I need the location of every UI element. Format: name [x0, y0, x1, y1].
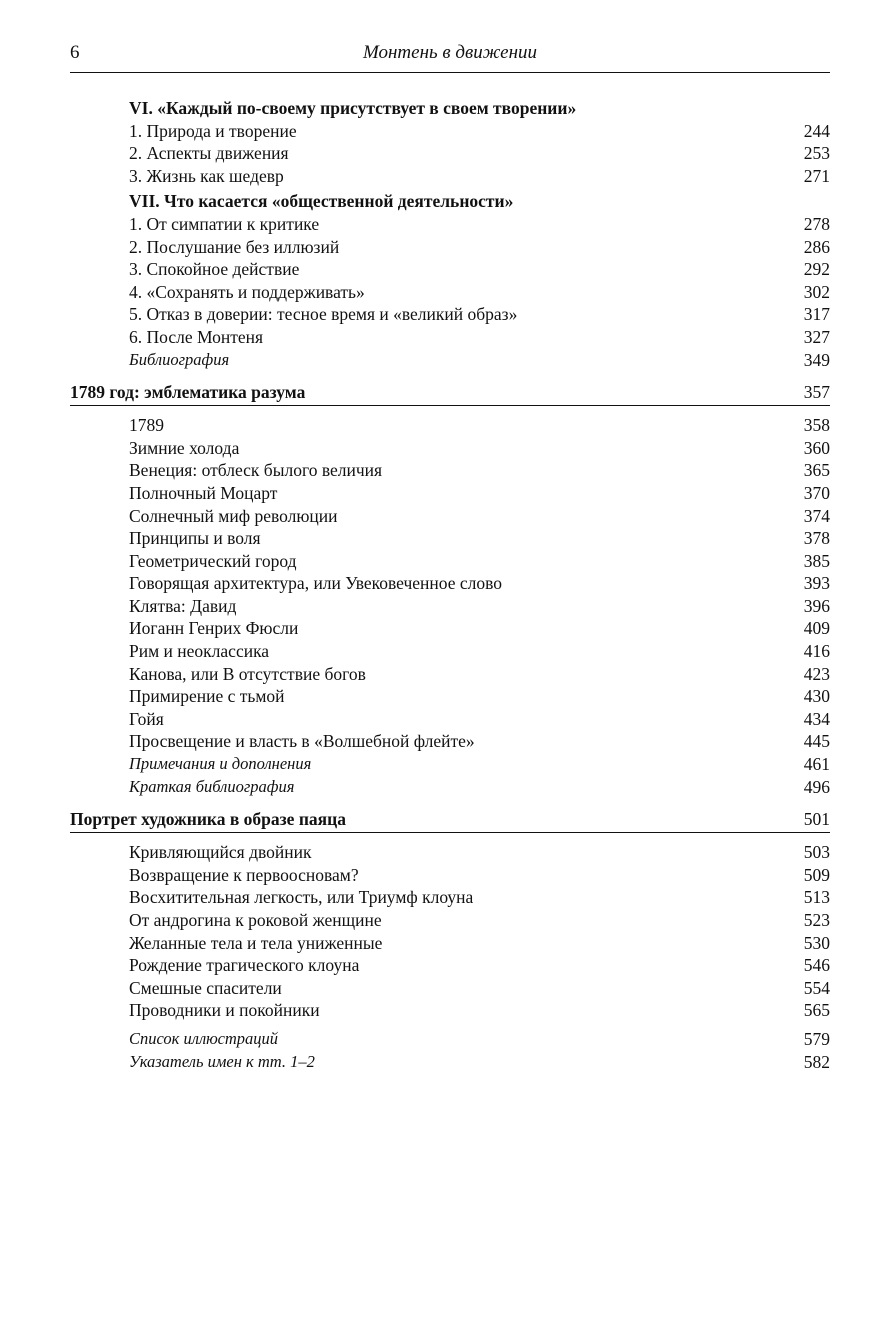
entry-title: Рим и неоклассика — [129, 641, 270, 662]
toc-entry — [70, 864, 830, 887]
toc-bibliography — [70, 776, 830, 799]
entry-title: Смешные спасители — [129, 977, 282, 998]
entry-title: Говорящая архитектура, или Увековеченное слово — [129, 573, 503, 594]
entry-page: 409 — [803, 618, 830, 639]
entry-title: Указатель имен к тт. 1–2 — [129, 1051, 315, 1071]
entry-title: Гойя — [129, 708, 164, 729]
entry-page: 393 — [803, 573, 830, 594]
entry-title: Желанные тела и тела униженные — [129, 932, 383, 953]
toc-entry — [70, 120, 830, 143]
entry-page: 496 — [803, 776, 830, 797]
entry-page: 423 — [803, 663, 830, 684]
entry-page: 434 — [803, 708, 830, 729]
toc-entry — [70, 886, 830, 909]
entry-page: 513 — [803, 887, 830, 908]
entry-title: Солнечный миф революции — [129, 505, 338, 526]
toc-entry — [70, 685, 830, 708]
section-title: Портрет художника в образе паяца — [70, 809, 346, 830]
toc-entry — [70, 258, 830, 281]
entry-page: 370 — [803, 482, 830, 503]
entry-page: 374 — [803, 505, 830, 526]
toc-entry — [70, 303, 830, 326]
entry-page: 579 — [803, 1028, 830, 1049]
entry-title: 1. От симпатии к критике — [129, 213, 320, 234]
entry-page: 378 — [803, 528, 830, 549]
entry-page: 530 — [803, 932, 830, 953]
entry-title: От андрогина к роковой женщине — [129, 910, 382, 930]
toc-entry — [70, 841, 830, 864]
table-of-contents — [70, 94, 830, 1073]
section-page: 357 — [803, 382, 830, 403]
entry-page: 565 — [803, 1000, 830, 1021]
entry-page: 360 — [803, 437, 830, 458]
page-number: 6 — [70, 42, 80, 63]
toc-section-heading — [70, 806, 830, 833]
entry-page: 509 — [803, 864, 830, 885]
entry-title: Список иллюстраций — [129, 1028, 279, 1048]
toc-entry — [70, 213, 830, 236]
toc-section-heading — [70, 379, 830, 406]
entry-page: 358 — [803, 415, 830, 436]
entry-page: 292 — [803, 259, 830, 280]
entry-title: Примирение с тьмой — [129, 686, 285, 707]
toc-entry — [70, 281, 830, 304]
toc-entry — [70, 459, 830, 482]
entry-page: 244 — [803, 120, 830, 141]
entry-page: 416 — [803, 641, 830, 662]
entry-page: 430 — [803, 686, 830, 707]
entry-page: 253 — [803, 143, 830, 164]
entry-title: 2. Аспекты движения — [129, 143, 289, 164]
toc-entry — [70, 595, 830, 618]
entry-page: 349 — [803, 349, 830, 370]
entry-page: 523 — [803, 910, 830, 930]
entry-title: Краткая библиография — [129, 776, 295, 796]
entry-title: 3. Спокойное действие — [129, 259, 300, 280]
entry-page: 582 — [803, 1051, 830, 1072]
entry-title: Геометрический город — [129, 550, 297, 571]
toc-entry — [70, 142, 830, 165]
entry-title: Библиография — [129, 349, 230, 369]
entry-page: 503 — [803, 842, 830, 863]
toc-entry — [70, 977, 830, 1000]
entry-title: Иоганн Генрих Фюсли — [129, 618, 299, 639]
chapter-heading-text: VI. «Каждый по-своему присутствует в своем творении» — [129, 98, 577, 118]
entry-title: Возвращение к первоосновам? — [129, 864, 359, 885]
entry-title: 3. Жизнь как шедевр — [129, 165, 284, 186]
toc-notes — [70, 753, 830, 776]
toc-entry — [70, 326, 830, 349]
toc-name-index — [70, 1051, 830, 1074]
running-title: Монтень в движении — [362, 42, 538, 63]
toc-entry — [70, 617, 830, 640]
entry-title: Кривляющийся двойник — [129, 842, 312, 863]
entry-title: Рождение трагического клоуна — [129, 955, 360, 976]
chapter-heading-text: VII. Что касается «общественной деятельности» — [129, 191, 514, 212]
entry-title: Зимние холода — [129, 437, 240, 458]
section-page: 501 — [803, 809, 830, 830]
entry-title: 2. Послушание без иллюзий — [129, 236, 340, 257]
entry-page: 396 — [803, 595, 830, 616]
entry-title: Канова, или В отсутствие богов — [129, 663, 366, 684]
toc-entry — [70, 730, 830, 753]
toc-chapter-heading — [70, 97, 830, 120]
toc-entry — [70, 505, 830, 528]
toc-entry — [70, 527, 830, 550]
entry-title: Полночный Моцарт — [129, 482, 278, 503]
entry-title: Примечания и дополнения — [129, 754, 312, 774]
toc-illustrations — [70, 1028, 830, 1051]
entry-title: Проводники и покойники — [129, 1000, 320, 1021]
entry-page: 385 — [803, 550, 830, 571]
toc-entry — [70, 572, 830, 595]
entry-page: 278 — [803, 213, 830, 234]
entry-page: 327 — [803, 326, 830, 347]
toc-entry — [70, 999, 830, 1022]
entry-page: 546 — [803, 955, 830, 976]
entry-title: 6. После Монтеня — [129, 326, 264, 347]
entry-title: Восхитительная легкость, или Триумф клоуна — [129, 887, 474, 908]
page-header — [70, 38, 830, 73]
entry-page: 445 — [803, 731, 830, 752]
entry-page: 286 — [803, 236, 830, 257]
toc-entry — [70, 932, 830, 955]
entry-page: 302 — [803, 281, 830, 302]
entry-page: 461 — [803, 754, 830, 775]
entry-title: 1. Природа и творение — [129, 120, 297, 141]
toc-bibliography — [70, 349, 830, 372]
toc-entry — [70, 640, 830, 663]
entry-page: 365 — [803, 460, 830, 481]
entry-page: 554 — [803, 977, 830, 998]
section-title: 1789 год: эмблематика разума — [70, 382, 306, 403]
entry-title: 5. Отказ в доверии: тесное время и «великий образ» — [129, 304, 518, 325]
entry-title: Принципы и воля — [129, 528, 261, 549]
toc-entry — [70, 236, 830, 259]
toc-entry — [70, 482, 830, 505]
entry-title: Клятва: Давид — [129, 595, 237, 616]
entry-page: 317 — [803, 304, 830, 325]
toc-entry — [70, 437, 830, 460]
toc-entry — [70, 663, 830, 686]
toc-entry — [70, 708, 830, 731]
entry-title: 4. «Сохранять и поддерживать» — [129, 281, 365, 302]
entry-title: Венеция: отблеск былого величия — [129, 460, 383, 481]
entry-page: 271 — [803, 165, 830, 186]
toc-entry — [70, 954, 830, 977]
toc-entry — [70, 165, 830, 188]
toc-entry — [70, 550, 830, 573]
entry-title: Просвещение и власть в «Волшебной флейте» — [129, 731, 475, 752]
entry-title: 1789 — [129, 415, 164, 436]
toc-chapter-heading — [70, 190, 830, 213]
toc-entry — [70, 414, 830, 437]
toc-entry — [70, 909, 830, 932]
